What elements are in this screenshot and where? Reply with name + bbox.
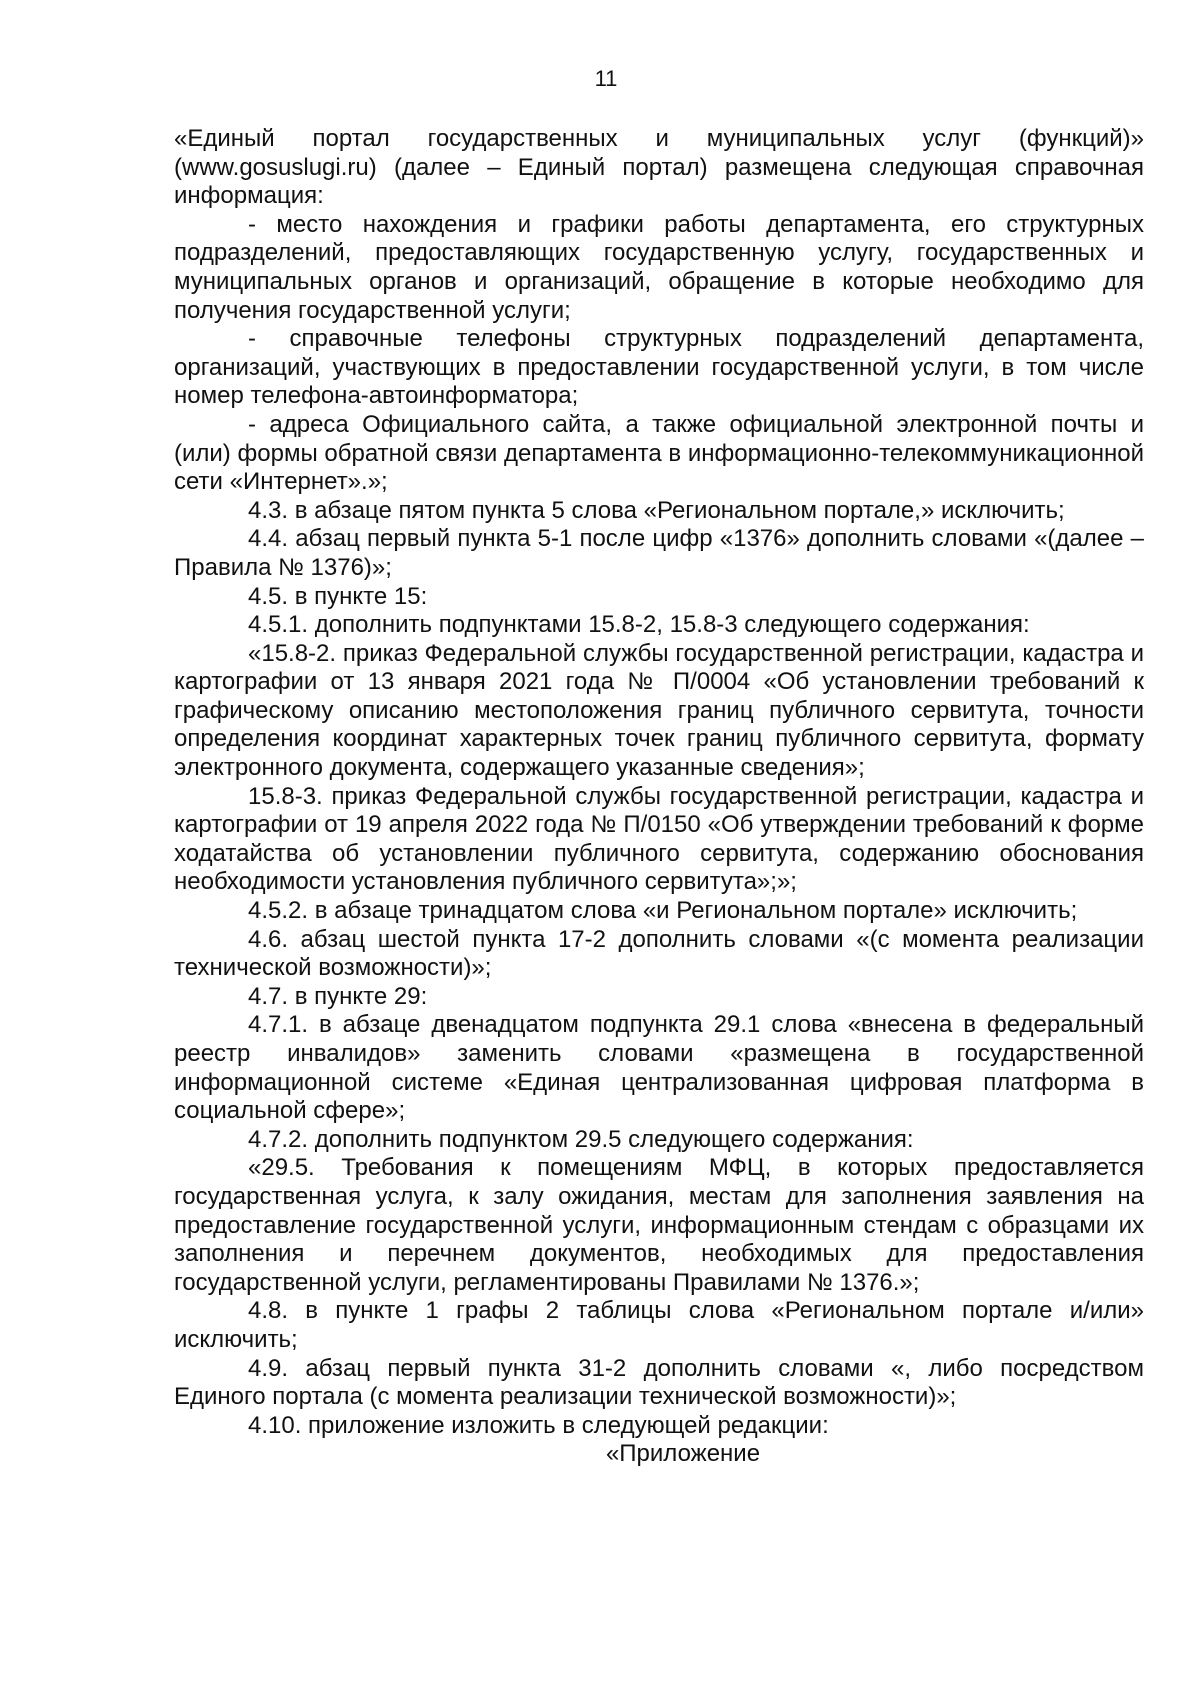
document-body: [174, 125, 1144, 1469]
paragraph-4-7-1: 4.7.1. в абзаце двенадцатом подпункта 29.1 слова «внесена в федеральный реестр инвалидов» заменить словами «размещена в государственной информационной системе «Единая централизованная цифровая платформа в социальной сфере»;: [174, 1011, 1144, 1125]
paragraph-15-8-2: «15.8-2. приказ Федеральной службы государственной регистрации, кадастра и картографии от 13 января 2021 года № П/0004 «Об установлении требований к графическому описанию местоположения границ публичного сервитута, точности определения координат характерных точек границ публичного сервитута, формату электронного документа, содержащего указанные сведения»;: [174, 639, 1144, 782]
paragraph-phones: - справочные телефоны структурных подразделений департамента, организаций, участвующих в предоставлении государственной услуги, в том числе номер телефона-автоинформатора;: [174, 325, 1144, 410]
paragraph-4-5-2: 4.5.2. в абзаце тринадцатом слова «и Региональном портале» исключить;: [248, 897, 1078, 925]
paragraph-29-5: «29.5. Требования к помещениям МФЦ, в которых предоставляется государственная услуга, к залу ожидания, местам для заполнения заявления на предоставление государственной услуги, информационным стендам с образцами их заполнения и перечнем документов, необходимых для предоставления государственной услуги, регламентированы Правилами № 1376.»;: [174, 1154, 1144, 1296]
paragraph-4-8: 4.8. в пункте 1 графы 2 таблицы слова «Региональном портале и/или» исключить;: [174, 1297, 1144, 1353]
paragraph-4-6: 4.6. абзац шестой пункта 17-2 дополнить словами «(с момента реализации технической возможности)»;: [174, 925, 1144, 982]
paragraph-gosuslugi-info: «Единый портал государственных и муниципальных услуг (функций)» (www.gosuslugi.ru) (далее – Единый портал) размещена следующая справочная информация:: [174, 125, 1144, 210]
paragraph-4-10: 4.10. приложение изложить в следующей редакции:: [248, 1411, 829, 1439]
paragraph-4-3: 4.3. в абзаце пятом пункта 5 слова «Региональном портале,» исключить;: [248, 496, 1065, 524]
page-number: 11: [594, 66, 618, 91]
paragraph-4-5: 4.5. в пункте 15:: [248, 582, 428, 610]
appendix-heading: «Приложение: [605, 1440, 761, 1468]
paragraph-location-schedule: - место нахождения и графики работы департамента, его структурных подразделений, предоставляющих государственную услугу, государственных и муниципальных органов и организаций, обращение в которые необходимо для получения государственной услуги;: [174, 210, 1144, 324]
paragraph-4-7-2: 4.7.2. дополнить подпунктом 29.5 следующего содержания:: [248, 1125, 914, 1153]
paragraph-4-7: 4.7. в пункте 29:: [248, 982, 428, 1010]
paragraph-15-8-3: 15.8-3. приказ Федеральной службы государственной регистрации, кадастра и картографии от 19 апреля 2022 года № П/0150 «Об утверждении требований к форме ходатайства об установлении публичного сервитута, содержанию обоснования необходимости установления публичного сервитута»;»;: [174, 782, 1144, 896]
paragraph-addresses: - адреса Официального сайта, а также официальной электронной почты и (или) формы обратной связи департамента в информационно-телекоммуникационной сети «Интернет».»;: [174, 410, 1144, 496]
paragraph-4-4: 4.4. абзац первый пункта 5-1 после цифр «1376» дополнить словами «(далее – Правила № 1376)»;: [174, 525, 1144, 581]
paragraph-4-9: 4.9. абзац первый пункта 31-2 дополнить словами «, либо посредством Единого портала (с момента реализации технической возможности)»;: [174, 1354, 1144, 1411]
paragraph-4-5-1: 4.5.1. дополнить подпунктами 15.8-2, 15.8-3 следующего содержания:: [248, 611, 1030, 639]
